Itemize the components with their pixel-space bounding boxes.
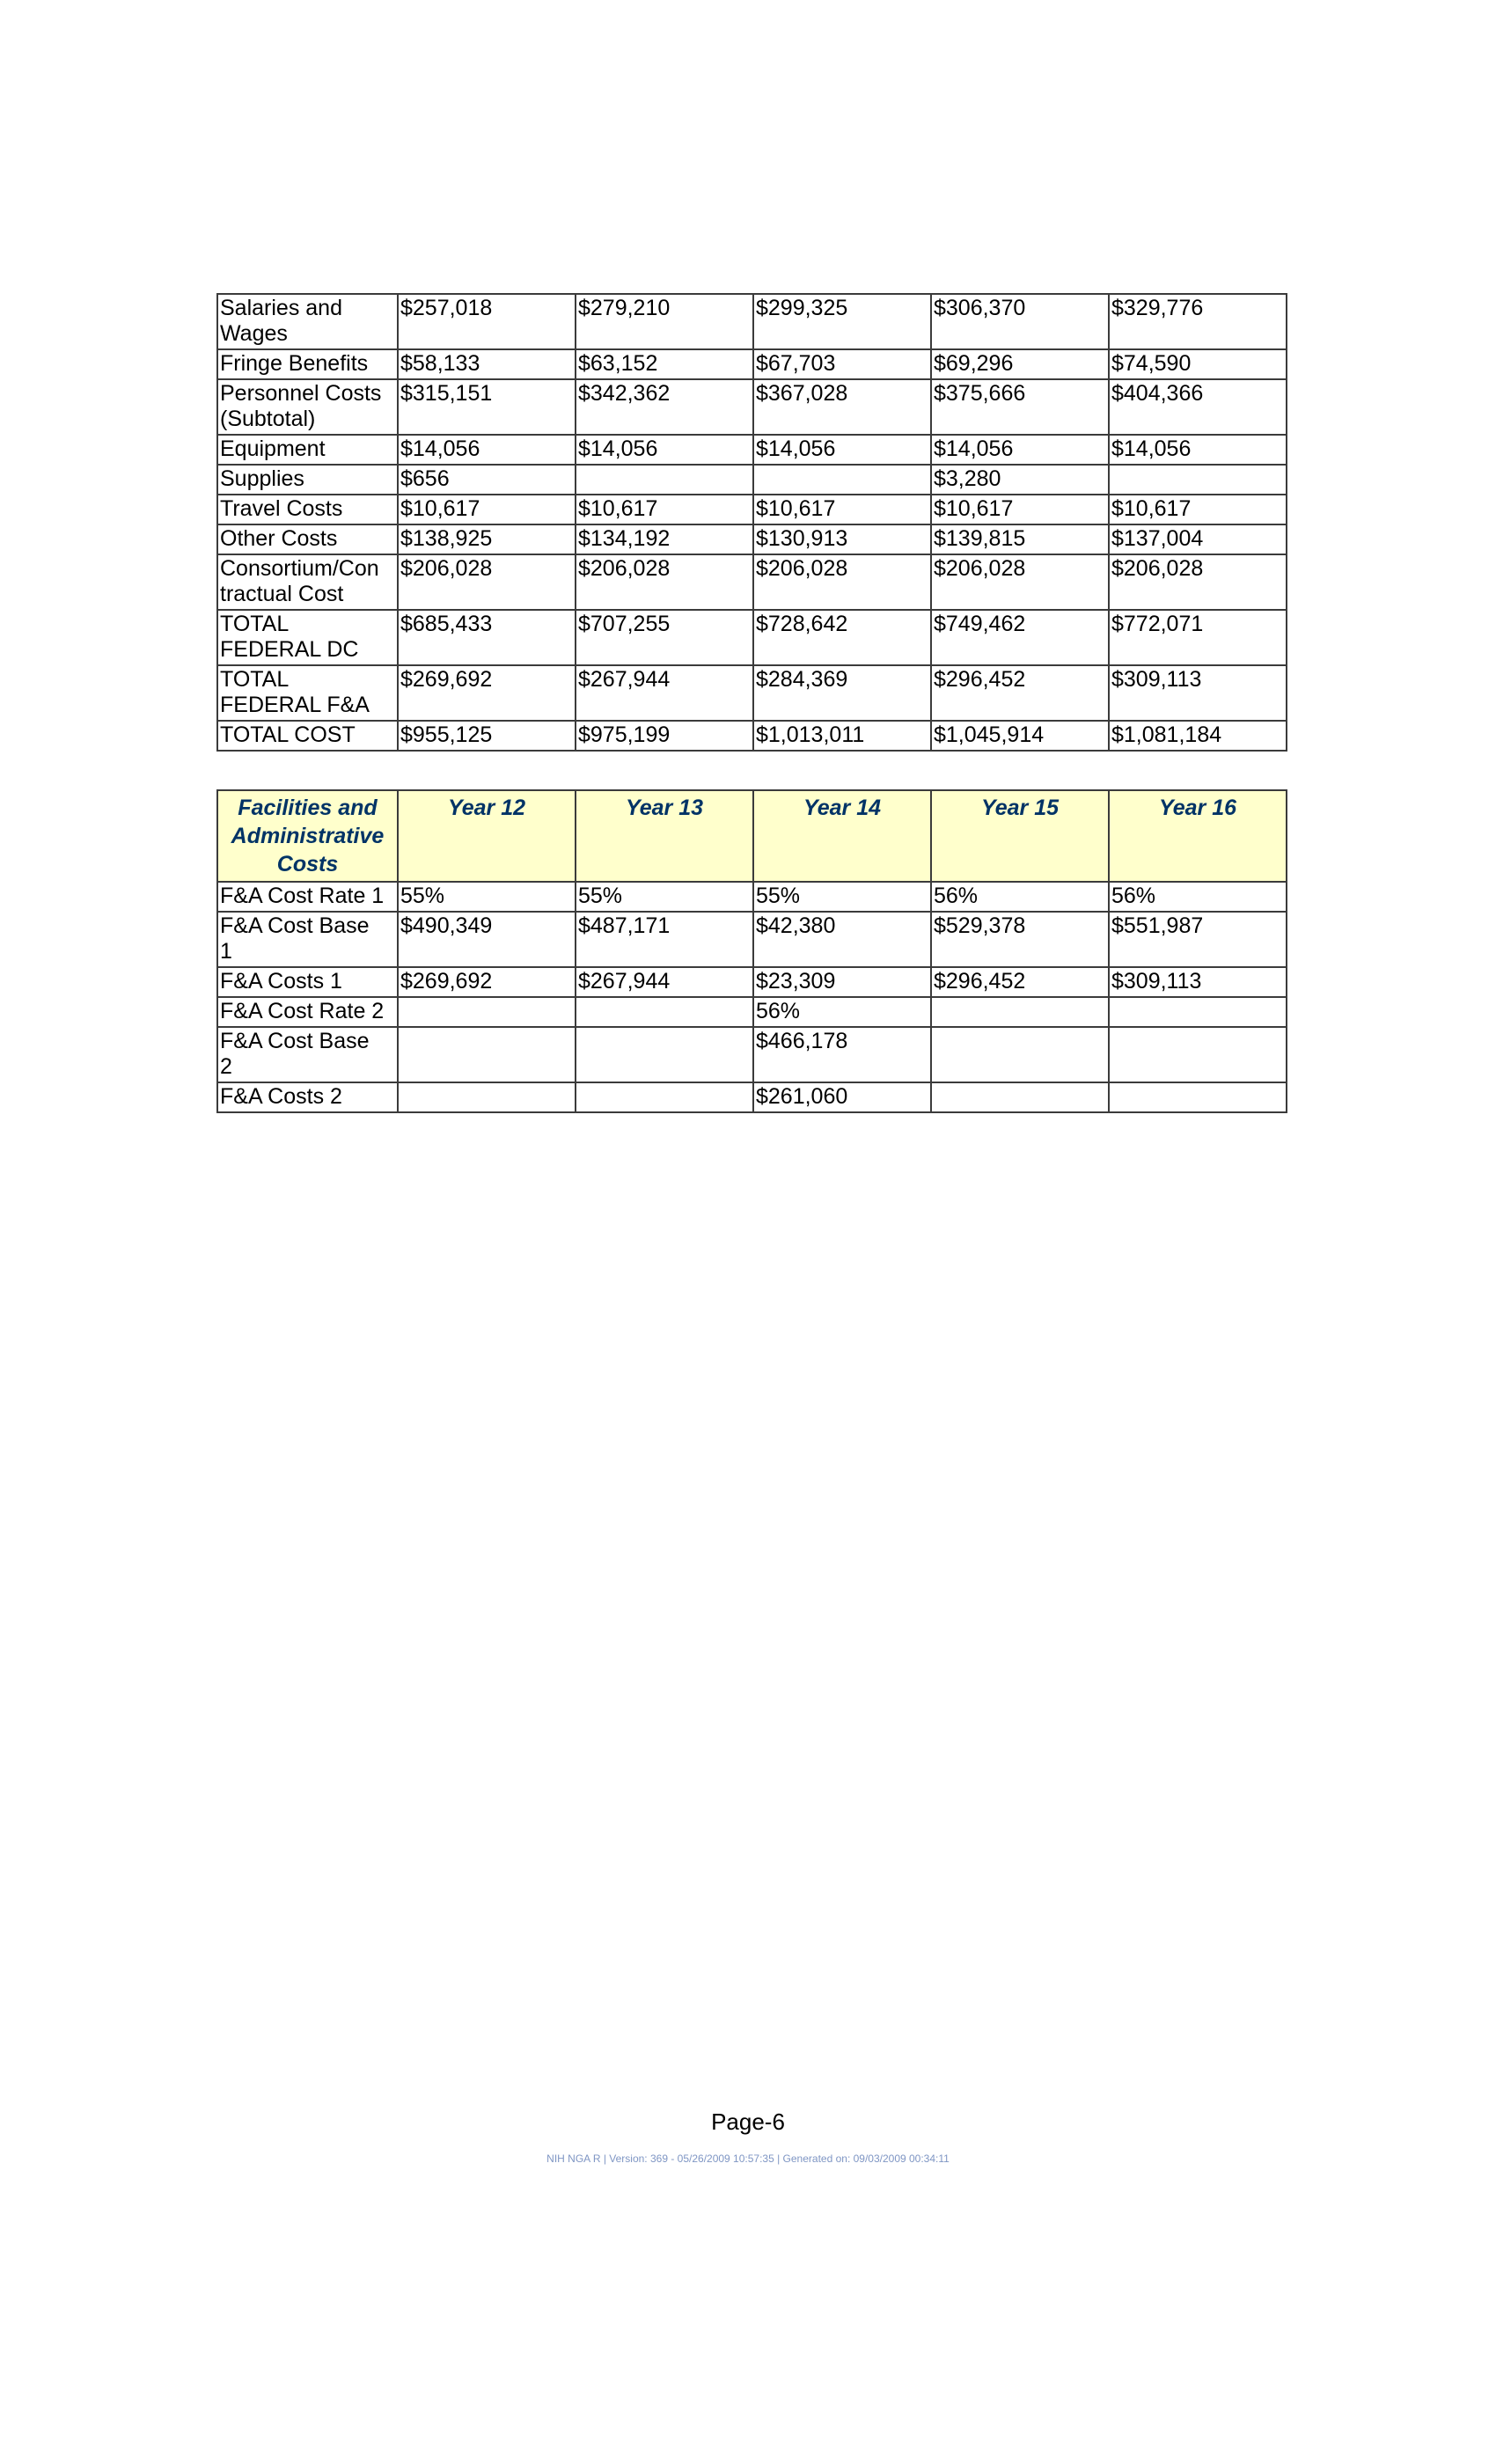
- value-cell: $14,056: [931, 435, 1109, 465]
- row-label: F&A Costs 2: [217, 1082, 398, 1112]
- value-cell: [1109, 1027, 1287, 1082]
- value-cell: $487,171: [576, 912, 753, 967]
- table-row: [217, 349, 1287, 379]
- value-cell: $315,151: [398, 379, 576, 435]
- row-label: Salaries and Wages: [217, 294, 398, 349]
- year-column-header: Year 13: [576, 790, 753, 882]
- row-label: Fringe Benefits: [217, 349, 398, 379]
- value-cell: [398, 997, 576, 1027]
- table-row: [217, 435, 1287, 465]
- fa-table-body: [217, 882, 1287, 1112]
- value-cell: $269,692: [398, 665, 576, 721]
- value-cell: $134,192: [576, 524, 753, 554]
- value-cell: $130,913: [753, 524, 931, 554]
- value-cell: $404,366: [1109, 379, 1287, 435]
- value-cell: 56%: [1109, 882, 1287, 912]
- value-cell: $296,452: [931, 665, 1109, 721]
- value-cell: $279,210: [576, 294, 753, 349]
- row-label: Personnel Costs (Subtotal): [217, 379, 398, 435]
- value-cell: $529,378: [931, 912, 1109, 967]
- value-cell: [576, 1027, 753, 1082]
- value-cell: [1109, 465, 1287, 495]
- value-cell: $309,113: [1109, 665, 1287, 721]
- year-column-header: Year 14: [753, 790, 931, 882]
- table-row: [217, 495, 1287, 524]
- value-cell: $74,590: [1109, 349, 1287, 379]
- footer-metadata: NIH NGA R | Version: 369 - 05/26/2009 10:57:35 | Generated on: 09/03/2009 00:34:11: [546, 2152, 950, 2165]
- year-column-header: Year 15: [931, 790, 1109, 882]
- value-cell: $206,028: [398, 554, 576, 610]
- value-cell: $975,199: [576, 721, 753, 751]
- value-cell: $14,056: [753, 435, 931, 465]
- value-cell: $206,028: [1109, 554, 1287, 610]
- value-cell: [1109, 1082, 1287, 1112]
- row-label: Consortium/Contractual Cost: [217, 554, 398, 610]
- row-label: F&A Cost Rate 1: [217, 882, 398, 912]
- value-cell: $749,462: [931, 610, 1109, 665]
- table-row: [217, 465, 1287, 495]
- value-cell: $296,452: [931, 967, 1109, 997]
- value-cell: [931, 1082, 1109, 1112]
- fa-table-header-row: [217, 790, 1287, 882]
- value-cell: $1,013,011: [753, 721, 931, 751]
- year-column-header: Year 12: [398, 790, 576, 882]
- value-cell: $206,028: [576, 554, 753, 610]
- table-row: [217, 665, 1287, 721]
- value-cell: $137,004: [1109, 524, 1287, 554]
- value-cell: $306,370: [931, 294, 1109, 349]
- row-label: TOTAL COST: [217, 721, 398, 751]
- budget-table-body: [217, 294, 1287, 751]
- table-row: [217, 379, 1287, 435]
- value-cell: $466,178: [753, 1027, 931, 1082]
- value-cell: $772,071: [1109, 610, 1287, 665]
- row-label: F&A Cost Base 1: [217, 912, 398, 967]
- value-cell: $138,925: [398, 524, 576, 554]
- value-cell: $206,028: [931, 554, 1109, 610]
- value-cell: $14,056: [1109, 435, 1287, 465]
- facilities-admin-costs-table: [216, 789, 1287, 1113]
- table-row: [217, 524, 1287, 554]
- value-cell: 55%: [576, 882, 753, 912]
- value-cell: $656: [398, 465, 576, 495]
- table-row: [217, 294, 1287, 349]
- row-label: Equipment: [217, 435, 398, 465]
- table-row: [217, 1027, 1287, 1082]
- value-cell: $1,045,914: [931, 721, 1109, 751]
- value-cell: $206,028: [753, 554, 931, 610]
- value-cell: 56%: [931, 882, 1109, 912]
- value-cell: $955,125: [398, 721, 576, 751]
- year-column-header: Year 16: [1109, 790, 1287, 882]
- value-cell: 55%: [753, 882, 931, 912]
- page-number: Page-6: [711, 2108, 785, 2135]
- value-cell: 56%: [753, 997, 931, 1027]
- value-cell: $69,296: [931, 349, 1109, 379]
- row-label: F&A Costs 1: [217, 967, 398, 997]
- value-cell: [576, 997, 753, 1027]
- table-row: [217, 967, 1287, 997]
- row-label: F&A Cost Base 2: [217, 1027, 398, 1082]
- table-row: [217, 610, 1287, 665]
- table-row: [217, 1082, 1287, 1112]
- value-cell: $342,362: [576, 379, 753, 435]
- row-label: TOTAL FEDERAL DC: [217, 610, 398, 665]
- value-cell: $10,617: [753, 495, 931, 524]
- row-label: Travel Costs: [217, 495, 398, 524]
- value-cell: 55%: [398, 882, 576, 912]
- budget-summary-table: [216, 293, 1287, 752]
- value-cell: $707,255: [576, 610, 753, 665]
- value-cell: $14,056: [576, 435, 753, 465]
- fa-table-title-cell: Facilities and Administrative Costs: [217, 790, 398, 882]
- row-label: Supplies: [217, 465, 398, 495]
- value-cell: $284,369: [753, 665, 931, 721]
- value-cell: $257,018: [398, 294, 576, 349]
- value-cell: $10,617: [576, 495, 753, 524]
- row-label: F&A Cost Rate 2: [217, 997, 398, 1027]
- value-cell: $375,666: [931, 379, 1109, 435]
- value-cell: $14,056: [398, 435, 576, 465]
- value-cell: $10,617: [398, 495, 576, 524]
- value-cell: $1,081,184: [1109, 721, 1287, 751]
- value-cell: $299,325: [753, 294, 931, 349]
- value-cell: [576, 1082, 753, 1112]
- value-cell: $139,815: [931, 524, 1109, 554]
- value-cell: $58,133: [398, 349, 576, 379]
- value-cell: [753, 465, 931, 495]
- value-cell: $10,617: [931, 495, 1109, 524]
- row-label: Other Costs: [217, 524, 398, 554]
- value-cell: [576, 465, 753, 495]
- table-row: [217, 554, 1287, 610]
- value-cell: $23,309: [753, 967, 931, 997]
- value-cell: $367,028: [753, 379, 931, 435]
- value-cell: [398, 1082, 576, 1112]
- table-row: [217, 912, 1287, 967]
- value-cell: [1109, 997, 1287, 1027]
- table-row: [217, 882, 1287, 912]
- value-cell: $269,692: [398, 967, 576, 997]
- value-cell: $42,380: [753, 912, 931, 967]
- value-cell: $3,280: [931, 465, 1109, 495]
- value-cell: $63,152: [576, 349, 753, 379]
- fa-table-head: [217, 790, 1287, 882]
- value-cell: $261,060: [753, 1082, 931, 1112]
- value-cell: $267,944: [576, 665, 753, 721]
- table-row: [217, 997, 1287, 1027]
- table-row: [217, 721, 1287, 751]
- value-cell: [398, 1027, 576, 1082]
- value-cell: $685,433: [398, 610, 576, 665]
- value-cell: $490,349: [398, 912, 576, 967]
- value-cell: $551,987: [1109, 912, 1287, 967]
- value-cell: $267,944: [576, 967, 753, 997]
- value-cell: $329,776: [1109, 294, 1287, 349]
- value-cell: $309,113: [1109, 967, 1287, 997]
- row-label: TOTAL FEDERAL F&A: [217, 665, 398, 721]
- value-cell: $728,642: [753, 610, 931, 665]
- value-cell: $10,617: [1109, 495, 1287, 524]
- value-cell: [931, 1027, 1109, 1082]
- value-cell: $67,703: [753, 349, 931, 379]
- value-cell: [931, 997, 1109, 1027]
